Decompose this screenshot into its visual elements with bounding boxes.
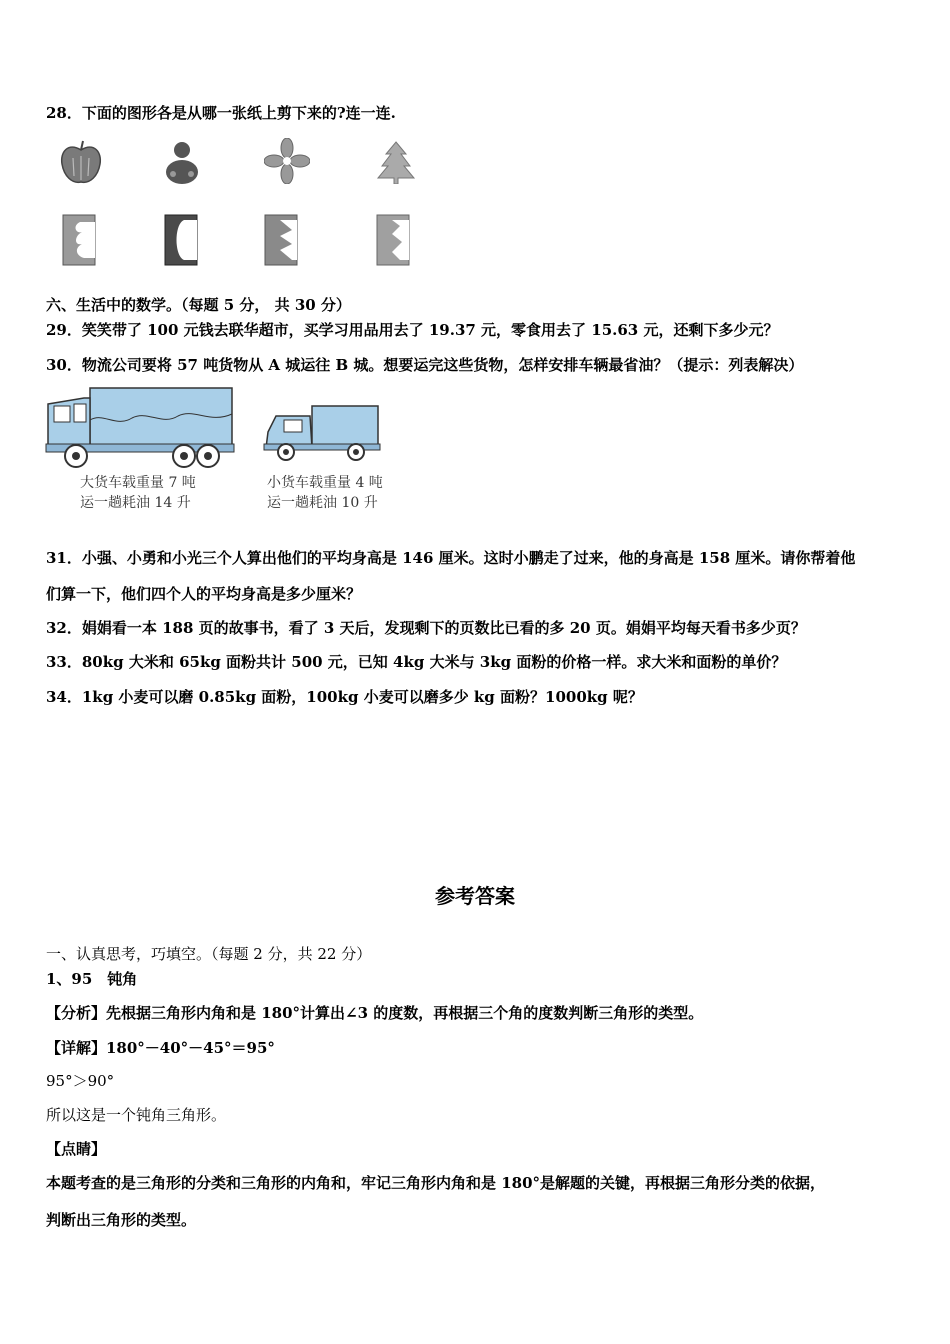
- question-30: 30．物流公司要将 57 吨货物从 A 城运往 B 城。想要运完这些货物，怎样安排车辆最省油？（提示：列表解决）: [46, 356, 804, 374]
- question-31-line-1: 31．小强、小勇和小光三个人算出他们的平均身高是 146 厘米。这时小鹏走了过来，他的身高是 158 厘米。请你帮着他: [46, 549, 856, 567]
- question-29: 29．笑笑带了 100 元钱去联华超市，买学习用品用去了 19.37 元，零食用去了 15.63 元，还剩下多少元？: [46, 321, 779, 339]
- big-truck-fuel: 运一趟耗油 14 升: [80, 495, 191, 511]
- section-6-heading: 六、生活中的数学。（每题 5 分， 共 30 分）: [46, 296, 351, 314]
- question-32: 32．娟娟看一本 188 页的故事书，看了 3 天后，发现剩下的页数比已看的多 20 页。娟娟平均每天看书多少页？: [46, 619, 806, 637]
- analysis-text: 【分析】先根据三角形内角和是 180°计算出∠3 的度数，再根据三个角的度数判断三角形的类型。: [46, 1004, 704, 1022]
- gourd-icon: [160, 138, 204, 186]
- big-truck-capacity: 大货车载重量 7 吨: [80, 475, 196, 491]
- big-truck-illustration: [44, 384, 238, 472]
- small-truck-capacity: 小货车载重量 4 吨: [267, 475, 383, 491]
- detail-text: 【详解】180°－40°－45°＝95°: [46, 1039, 275, 1057]
- paper-e-icon: [62, 214, 96, 266]
- point-text-line-1: 本题考查的是三角形的分类和三角形的内角和，牢记三角形内角和是 180°是解题的关键，再根据三角形分类的依据，: [46, 1174, 826, 1192]
- paper-e2-icon: [264, 214, 298, 266]
- question-34: 34．1kg 小麦可以磨 0.85kg 面粉，100kg 小麦可以磨多少 kg 面粉？1000kg 呢？: [46, 688, 643, 706]
- conclusion-text: 所以这是一个钝角三角形。: [46, 1106, 227, 1124]
- compare-text: 95°＞90°: [46, 1072, 115, 1090]
- question-33: 33．80kg 大米和 65kg 面粉共计 500 元，已知 4kg 大米与 3kg 面粉的价格一样。求大米和面粉的单价？: [46, 653, 787, 671]
- small-truck-illustration: [262, 402, 382, 462]
- point-text-line-2: 判断出三角形的类型。: [46, 1211, 197, 1229]
- answer-title: 参考答案: [435, 884, 515, 908]
- small-truck-fuel: 运一趟耗油 10 升: [267, 495, 378, 511]
- answer-1: 1、95 钝角: [46, 970, 138, 988]
- section-1-heading: 一、认真思考，巧填空。（每题 2 分，共 22 分）: [46, 945, 372, 963]
- flower-icon: [264, 138, 310, 184]
- point-label: 【点睛】: [46, 1140, 107, 1158]
- tree-icon: [376, 140, 416, 184]
- paper-c-icon: [164, 214, 198, 266]
- paper-e3-icon: [376, 214, 410, 266]
- apple-icon: [58, 138, 104, 186]
- question-31-line-2: 们算一下，他们四个人的平均身高是多少厘米？: [46, 585, 362, 603]
- question-28: 28．下面的图形各是从哪一张纸上剪下来的?连一连.: [46, 104, 396, 122]
